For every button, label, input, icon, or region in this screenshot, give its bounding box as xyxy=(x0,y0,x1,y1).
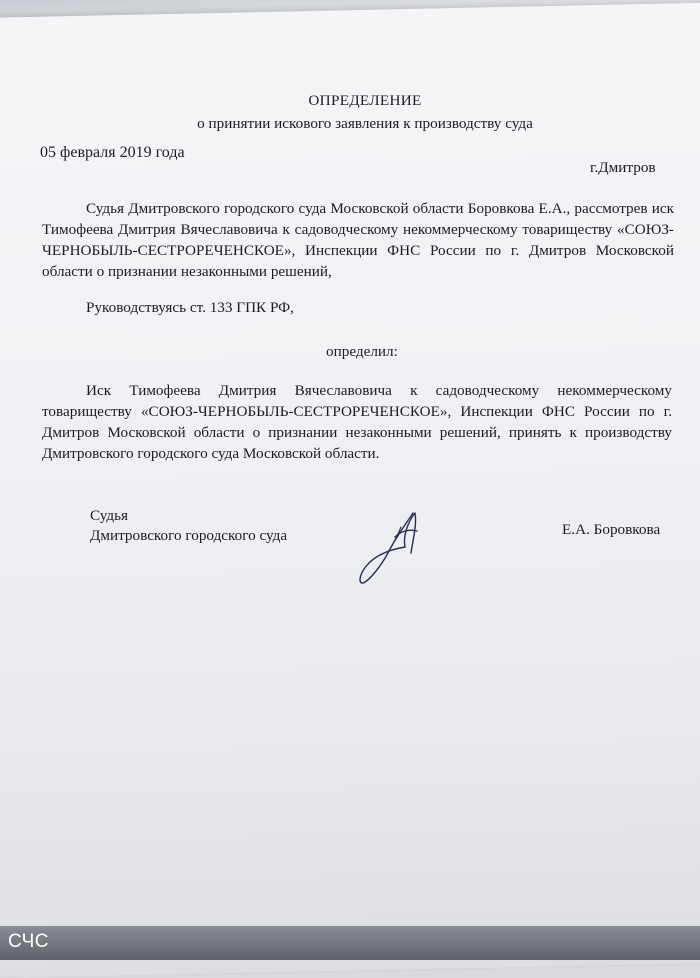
decided-label: определил: xyxy=(326,343,398,360)
document-title: ОПРЕДЕЛЕНИЕ xyxy=(308,92,422,109)
judge-title-line-2: Дмитровского городского суда xyxy=(90,527,288,544)
document-city: г.Дмитров xyxy=(590,159,656,176)
bottom-bar xyxy=(0,926,700,960)
document-subtitle: о принятии искового заявления к производству суда xyxy=(197,115,533,132)
watermark-logo: СЧС xyxy=(8,931,49,952)
handwritten-signature xyxy=(355,507,435,587)
document-date: 05 февраля 2019 года xyxy=(40,144,185,161)
paragraph-decision: Иск Тимофеева Дмитрия Вячеславовича к садоводческому некоммерческому товариществу «СОЮЗ-ЧЕРНОБЫЛЬ-СЕСТРОРЕЧЕНСКОЕ», Инспекции ФНС России по г. Дмитров Московской области о признании незаконными решений, принять к производству Дмитровского городского суда Московской области. xyxy=(42,382,672,462)
judge-name: Е.А. Боровкова xyxy=(562,521,661,538)
judge-title-line-1: Судья xyxy=(90,507,129,524)
paragraph-legal-basis: Руководствуясь ст. 133 ГПК РФ, xyxy=(86,299,294,316)
paragraph-preamble: Судья Дмитровского городского суда Московской области Боровкова Е.А., рассмотрев иск Тимофеева Дмитрия Вячеславовича к садоводческому некоммерческому товариществу «СОЮЗ-ЧЕРНОБЫЛЬ-СЕСТРОРЕЧЕНСКОЕ», Инспекции ФНС России по г. Дмитров Московской области о признании незаконными решений, xyxy=(42,200,674,280)
